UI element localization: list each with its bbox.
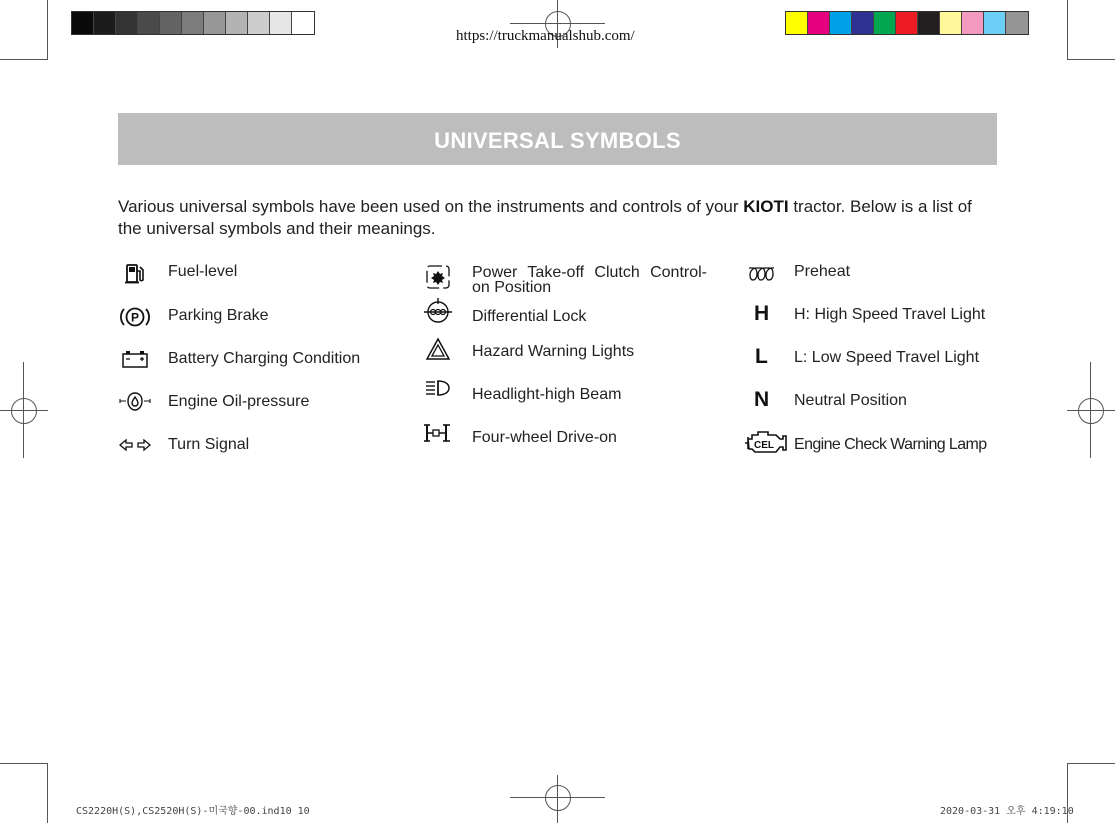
engine-check-glyph: CEL [754, 440, 774, 451]
color-swatch [808, 12, 830, 34]
color-swatch [248, 12, 270, 34]
symbol-label-low-speed: L: Low Speed Travel Light [794, 349, 980, 366]
intro-text: Various universal symbols have been used on the instruments and controls of your [118, 197, 744, 216]
letter-h-icon: H [754, 302, 770, 325]
fuel-pump-icon [124, 263, 146, 285]
symbol-label-neutral: Neutral Position [794, 392, 907, 409]
footer-timestamp: 2020-03-31 오후 4:19:10 [940, 806, 1074, 817]
color-swatch [918, 12, 940, 34]
symbol-label-battery-charging: Battery Charging Condition [168, 350, 361, 367]
letter-n-icon: N [754, 388, 770, 411]
color-swatch [182, 12, 204, 34]
svg-text:P: P [130, 310, 140, 325]
section-banner [118, 113, 997, 165]
color-swatch [116, 12, 138, 34]
section-title: UNIVERSAL SYMBOLS [434, 128, 681, 153]
color-swatch [984, 12, 1006, 34]
color-swatch [72, 12, 94, 34]
symbol-label-high-speed: H: High Speed Travel Light [794, 306, 986, 323]
intro-paragraph [118, 196, 998, 240]
four-wheel-drive-icon [424, 422, 452, 444]
color-swatch [940, 12, 962, 34]
differential-lock-icon [423, 298, 453, 324]
footer-file-info: CS2220H(S),CS2520H(S)-미국향-00.ind10 10 [76, 806, 310, 817]
oil-can-icon [118, 390, 152, 412]
color-swatch [138, 12, 160, 34]
color-swatch [962, 12, 984, 34]
grayscale-swatch-bar [71, 11, 315, 35]
color-swatch [226, 12, 248, 34]
intro-text-end: tractor. Below is a list of the universal symbols and their meanings. [118, 197, 972, 238]
color-swatch [1006, 12, 1028, 34]
source-url[interactable]: https://truckmanualshub.com/ [456, 28, 635, 44]
symbol-label-preheat: Preheat [794, 263, 851, 280]
symbol-label-differential-lock: Differential Lock [472, 308, 587, 325]
symbol-label-turn-signal: Turn Signal [168, 436, 250, 453]
color-swatch [896, 12, 918, 34]
symbol-label-fuel-level: Fuel-level [168, 263, 238, 280]
hazard-triangle-icon [425, 337, 451, 361]
symbol-label-hazard-warning: Hazard Warning Lights [472, 343, 635, 360]
color-swatch [270, 12, 292, 34]
high-beam-icon [424, 378, 452, 398]
color-swatch [160, 12, 182, 34]
symbol-label-engine-oil-pressure: Engine Oil-pressure [168, 393, 310, 410]
parking-brake-icon [119, 305, 151, 329]
symbol-label-engine-check: Engine Check Warning Lamp [794, 436, 987, 453]
symbol-label-parking-brake: Parking Brake [168, 307, 269, 324]
letter-l-icon: L [755, 345, 768, 368]
pto-clutch-icon [424, 264, 452, 290]
color-swatch [874, 12, 896, 34]
color-swatch-bar [785, 11, 1029, 35]
battery-icon [121, 349, 149, 369]
color-swatch [94, 12, 116, 34]
turn-signal-arrows-icon [118, 438, 152, 452]
color-swatch [292, 12, 314, 34]
preheat-coil-icon [747, 264, 779, 284]
engine-check-icon [743, 428, 789, 458]
color-swatch [830, 12, 852, 34]
symbol-label-pto-clutch: Power Take-off Clutch Control-on Position [472, 264, 707, 296]
brand-name: KIOTI [743, 197, 789, 216]
symbol-label-four-wheel-drive: Four-wheel Drive-on [472, 429, 617, 446]
color-swatch [204, 12, 226, 34]
symbol-label-high-beam: Headlight-high Beam [472, 386, 622, 403]
color-swatch [852, 12, 874, 34]
color-swatch [786, 12, 808, 34]
